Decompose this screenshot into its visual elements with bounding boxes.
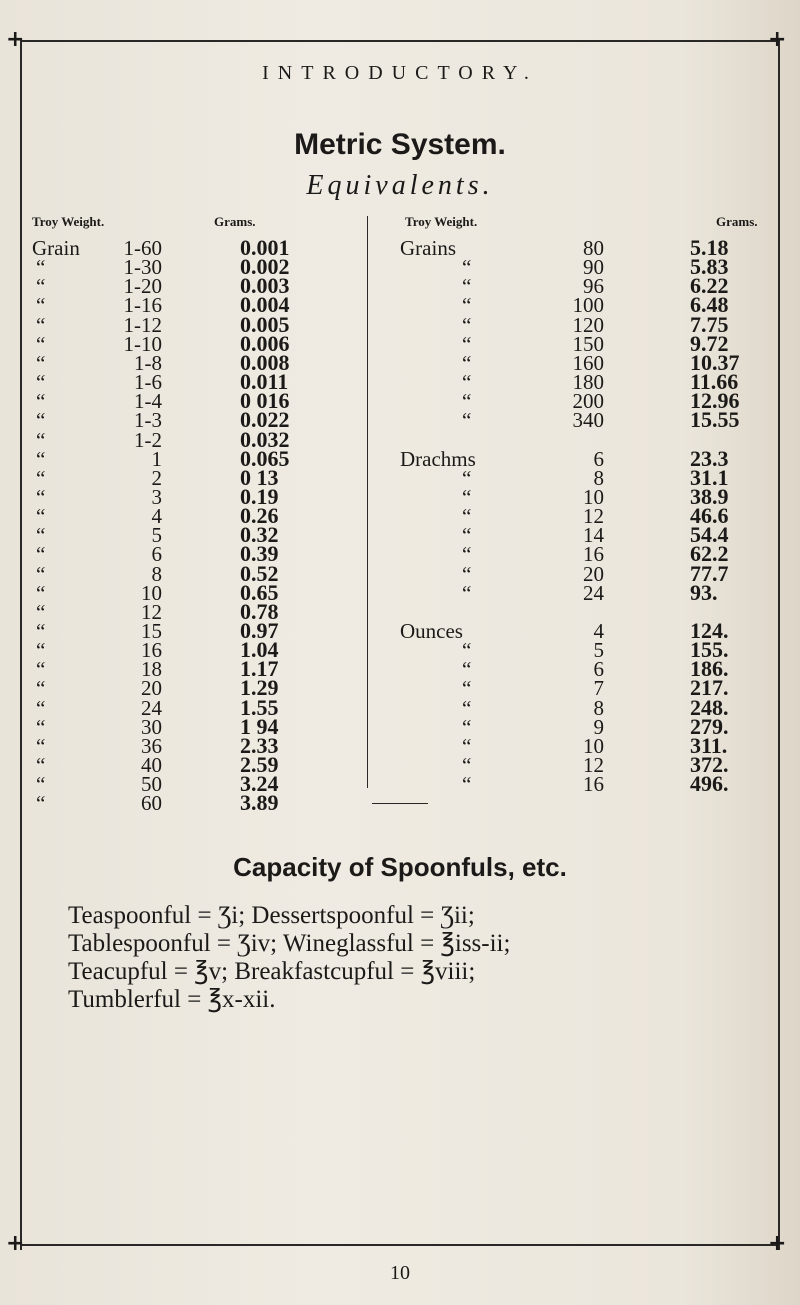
row-amount: 10 (583, 733, 604, 758)
capacity-line: Tumblerful = ℥x-xii. (68, 986, 276, 1013)
row-unit-label: “ (462, 370, 472, 395)
bottom-border-rule (20, 1244, 780, 1246)
row-amount: 1-20 (123, 274, 162, 299)
row-grams: 93. (690, 579, 718, 605)
row-unit-label: “ (36, 484, 46, 509)
capacity-line: Teaspoonful = Ʒi; Dessertspoonful = Ʒii; (68, 902, 475, 929)
row-amount: 1 (151, 446, 162, 471)
row-grams: 3.89 (240, 790, 279, 816)
row-unit-label: “ (36, 312, 46, 337)
row-unit-label: “ (462, 523, 472, 548)
row-grams: 0 13 (240, 464, 279, 490)
corner-ornament-icon: + (768, 1231, 787, 1256)
row-amount: 4 (151, 504, 162, 529)
row-grams: 0.022 (240, 407, 290, 433)
row-amount: 6 (151, 542, 162, 567)
row-amount: 12 (583, 504, 604, 529)
row-amount: 1-10 (123, 331, 162, 356)
right-grams-header: Grams. (716, 214, 758, 229)
row-amount: 160 (572, 350, 604, 375)
row-grams: 0.78 (240, 598, 279, 624)
row-grams: 155. (690, 637, 729, 663)
row-grams: 3.24 (240, 771, 279, 797)
row-unit-label: “ (462, 408, 472, 433)
row-amount: 1-30 (123, 255, 162, 280)
row-grams: 311. (690, 732, 728, 758)
row-amount: 6 (593, 657, 604, 682)
row-grams: 0.002 (240, 254, 290, 280)
row-grams: 0.065 (240, 445, 290, 471)
corner-ornament-icon: + (6, 27, 25, 52)
row-amount: 1-4 (134, 389, 162, 414)
row-unit-label: “ (36, 408, 46, 433)
row-grams: 6.48 (690, 292, 729, 318)
row-unit-label: “ (462, 255, 472, 280)
row-grams: 1.55 (240, 694, 279, 720)
row-amount: 1-8 (134, 350, 162, 375)
row-unit-label: “ (462, 561, 472, 586)
row-unit-label: “ (36, 274, 46, 299)
row-grams: 0.032 (240, 426, 290, 452)
row-unit-label: “ (462, 676, 472, 701)
row-grams: 0.001 (240, 235, 290, 260)
row-unit-label: “ (462, 580, 472, 605)
row-unit-label: “ (36, 695, 46, 720)
row-amount: 60 (141, 791, 162, 816)
row-grams: 0.52 (240, 560, 279, 586)
row-amount: 4 (593, 619, 604, 643)
row-amount: 10 (583, 484, 604, 509)
row-unit-label: Ounces (400, 619, 463, 643)
row-grams: 0.65 (240, 579, 279, 605)
row-amount: 40 (141, 753, 162, 778)
row-grams: 0.39 (240, 541, 279, 567)
row-grams: 46.6 (690, 503, 729, 529)
row-unit-label: “ (36, 427, 46, 452)
row-unit-label: “ (36, 293, 46, 318)
row-grams: 0.008 (240, 349, 290, 375)
row-grams: 12.96 (690, 388, 740, 414)
row-grams: 0.011 (240, 369, 289, 395)
row-unit-label: “ (462, 484, 472, 509)
row-amount: 8 (593, 695, 604, 720)
row-unit-label: “ (462, 772, 472, 797)
row-grams: 31.1 (690, 464, 729, 490)
row-amount: 120 (572, 312, 604, 337)
top-border-rule (20, 40, 780, 42)
row-amount: 1-6 (134, 370, 162, 395)
row-unit-label: “ (462, 312, 472, 337)
row-grams: 496. (690, 771, 729, 797)
row-grams: 0.19 (240, 483, 279, 509)
row-grams: 23.3 (690, 445, 729, 471)
page-title: Metric System. (294, 128, 506, 161)
row-grams: 7.75 (690, 311, 729, 337)
running-head: INTRODUCTORY. (262, 62, 538, 84)
row-grams: 2.59 (240, 752, 279, 778)
row-amount: 5 (593, 638, 604, 663)
row-amount: 2 (151, 465, 162, 490)
row-grams: 0 016 (240, 388, 290, 414)
capacity-line: Teacupful = ℥v; Breakfastcupful = ℥viii; (68, 958, 476, 985)
row-grams: 38.9 (690, 483, 729, 509)
row-amount: 50 (141, 772, 162, 797)
row-grams: 217. (690, 675, 729, 701)
row-amount: 1-16 (123, 293, 162, 318)
row-unit-label: “ (36, 580, 46, 605)
row-amount: 16 (583, 542, 604, 567)
left-border-rule (20, 40, 22, 1250)
row-amount: 200 (572, 389, 604, 414)
row-amount: 8 (151, 561, 162, 586)
row-unit-label: “ (36, 753, 46, 778)
row-grams: 62.2 (690, 541, 729, 567)
row-amount: 100 (572, 293, 604, 318)
row-unit-label: “ (36, 733, 46, 758)
row-amount: 16 (141, 638, 162, 663)
row-unit-label: “ (36, 370, 46, 395)
row-amount: 90 (583, 255, 604, 280)
row-unit-label: “ (36, 657, 46, 682)
row-unit-label: “ (462, 389, 472, 414)
row-amount: 6 (593, 446, 604, 471)
row-unit-label: “ (462, 504, 472, 529)
row-grams: 1.17 (240, 656, 279, 682)
row-unit-label: “ (36, 638, 46, 663)
row-grams: 0.004 (240, 292, 290, 318)
row-unit-label: “ (36, 791, 46, 816)
row-grams: 1.29 (240, 675, 279, 701)
row-unit-label: “ (462, 350, 472, 375)
page-subtitle: Equivalents. (306, 170, 494, 201)
row-amount: 30 (141, 714, 162, 739)
capacity-line: Tablespoonful = Ʒiv; Wineglassful = ℥iss-ii; (68, 930, 511, 957)
row-grams: 248. (690, 694, 729, 720)
row-grams: 372. (690, 752, 729, 778)
corner-ornament-icon: + (768, 27, 787, 52)
row-grams: 1 94 (240, 713, 279, 739)
row-unit-label: “ (36, 255, 46, 280)
right-border-rule (778, 40, 780, 1250)
row-amount: 1-60 (123, 236, 162, 260)
row-grams: 10.37 (690, 349, 740, 375)
table-row (400, 772, 772, 796)
row-grams: 2.33 (240, 732, 279, 758)
row-amount: 1-12 (123, 312, 162, 337)
row-grams: 5.18 (690, 235, 729, 260)
row-grams: 0.005 (240, 311, 290, 337)
page-number: 10 (390, 1262, 410, 1284)
left-weight-header: Troy Weight. (32, 214, 105, 229)
row-unit-label: “ (36, 350, 46, 375)
row-unit-label: “ (462, 274, 472, 299)
row-grams: 0.003 (240, 273, 290, 299)
row-grams: 0.26 (240, 503, 279, 529)
row-amount: 180 (572, 370, 604, 395)
row-grams: 1.04 (240, 637, 279, 663)
row-unit-label: “ (36, 561, 46, 586)
row-amount: 3 (151, 484, 162, 509)
row-amount: 340 (572, 408, 604, 433)
section-separator (372, 803, 428, 804)
row-grams: 0.32 (240, 522, 279, 548)
row-amount: 10 (141, 580, 162, 605)
row-grams: 15.55 (690, 407, 740, 433)
right-weight-header: Troy Weight. (405, 214, 478, 229)
row-amount: 7 (593, 676, 604, 701)
row-grams: 0.97 (240, 618, 279, 643)
row-unit-label: “ (36, 465, 46, 490)
row-unit-label: “ (36, 523, 46, 548)
row-amount: 8 (593, 465, 604, 490)
row-grams: 11.66 (690, 369, 739, 395)
row-grams: 186. (690, 656, 729, 682)
row-grams: 9.72 (690, 330, 729, 356)
row-unit-label: “ (462, 293, 472, 318)
row-grams: 0.006 (240, 330, 290, 356)
row-grams: 5.83 (690, 254, 729, 280)
row-unit-label: “ (462, 753, 472, 778)
row-amount: 14 (583, 523, 604, 548)
row-unit-label: “ (462, 331, 472, 356)
row-unit-label: “ (36, 619, 46, 643)
row-amount: 150 (572, 331, 604, 356)
row-unit-label: “ (462, 657, 472, 682)
capacity-title: Capacity of Spoonfuls, etc. (233, 852, 567, 882)
row-unit-label: “ (36, 331, 46, 356)
row-unit-label: Drachms (400, 446, 476, 471)
row-unit-label: “ (36, 714, 46, 739)
row-unit-label: “ (36, 446, 46, 471)
row-unit-label: “ (462, 733, 472, 758)
row-grams: 279. (690, 713, 729, 739)
row-amount: 1-2 (134, 427, 162, 452)
row-amount: 12 (141, 599, 162, 624)
row-amount: 24 (583, 580, 604, 605)
table-row (32, 791, 362, 815)
row-amount: 96 (583, 274, 604, 299)
row-unit-label: Grain (32, 236, 80, 260)
column-divider (367, 216, 368, 788)
row-amount: 18 (141, 657, 162, 682)
row-amount: 5 (151, 523, 162, 548)
row-unit-label: “ (36, 389, 46, 414)
row-amount: 20 (583, 561, 604, 586)
row-amount: 12 (583, 753, 604, 778)
row-grams: 6.22 (690, 273, 729, 299)
row-amount: 1-3 (134, 408, 162, 433)
row-unit-label: “ (36, 599, 46, 624)
corner-ornament-icon: + (6, 1231, 25, 1256)
row-unit-label: Grains (400, 236, 456, 260)
row-amount: 15 (141, 619, 162, 643)
row-unit-label: “ (36, 676, 46, 701)
row-amount: 16 (583, 772, 604, 797)
row-grams: 124. (690, 618, 729, 643)
row-unit-label: “ (462, 638, 472, 663)
row-unit-label: “ (462, 714, 472, 739)
row-amount: 9 (593, 714, 604, 739)
row-grams: 54.4 (690, 522, 729, 548)
row-amount: 80 (583, 236, 604, 260)
row-amount: 24 (141, 695, 162, 720)
row-amount: 36 (141, 733, 162, 758)
row-unit-label: “ (462, 542, 472, 567)
row-unit-label: “ (36, 542, 46, 567)
left-grams-header: Grams. (214, 214, 256, 229)
row-unit-label: “ (462, 695, 472, 720)
row-grams: 77.7 (690, 560, 729, 586)
row-amount: 20 (141, 676, 162, 701)
row-unit-label: “ (36, 504, 46, 529)
row-unit-label: “ (36, 772, 46, 797)
row-unit-label: “ (462, 465, 472, 490)
